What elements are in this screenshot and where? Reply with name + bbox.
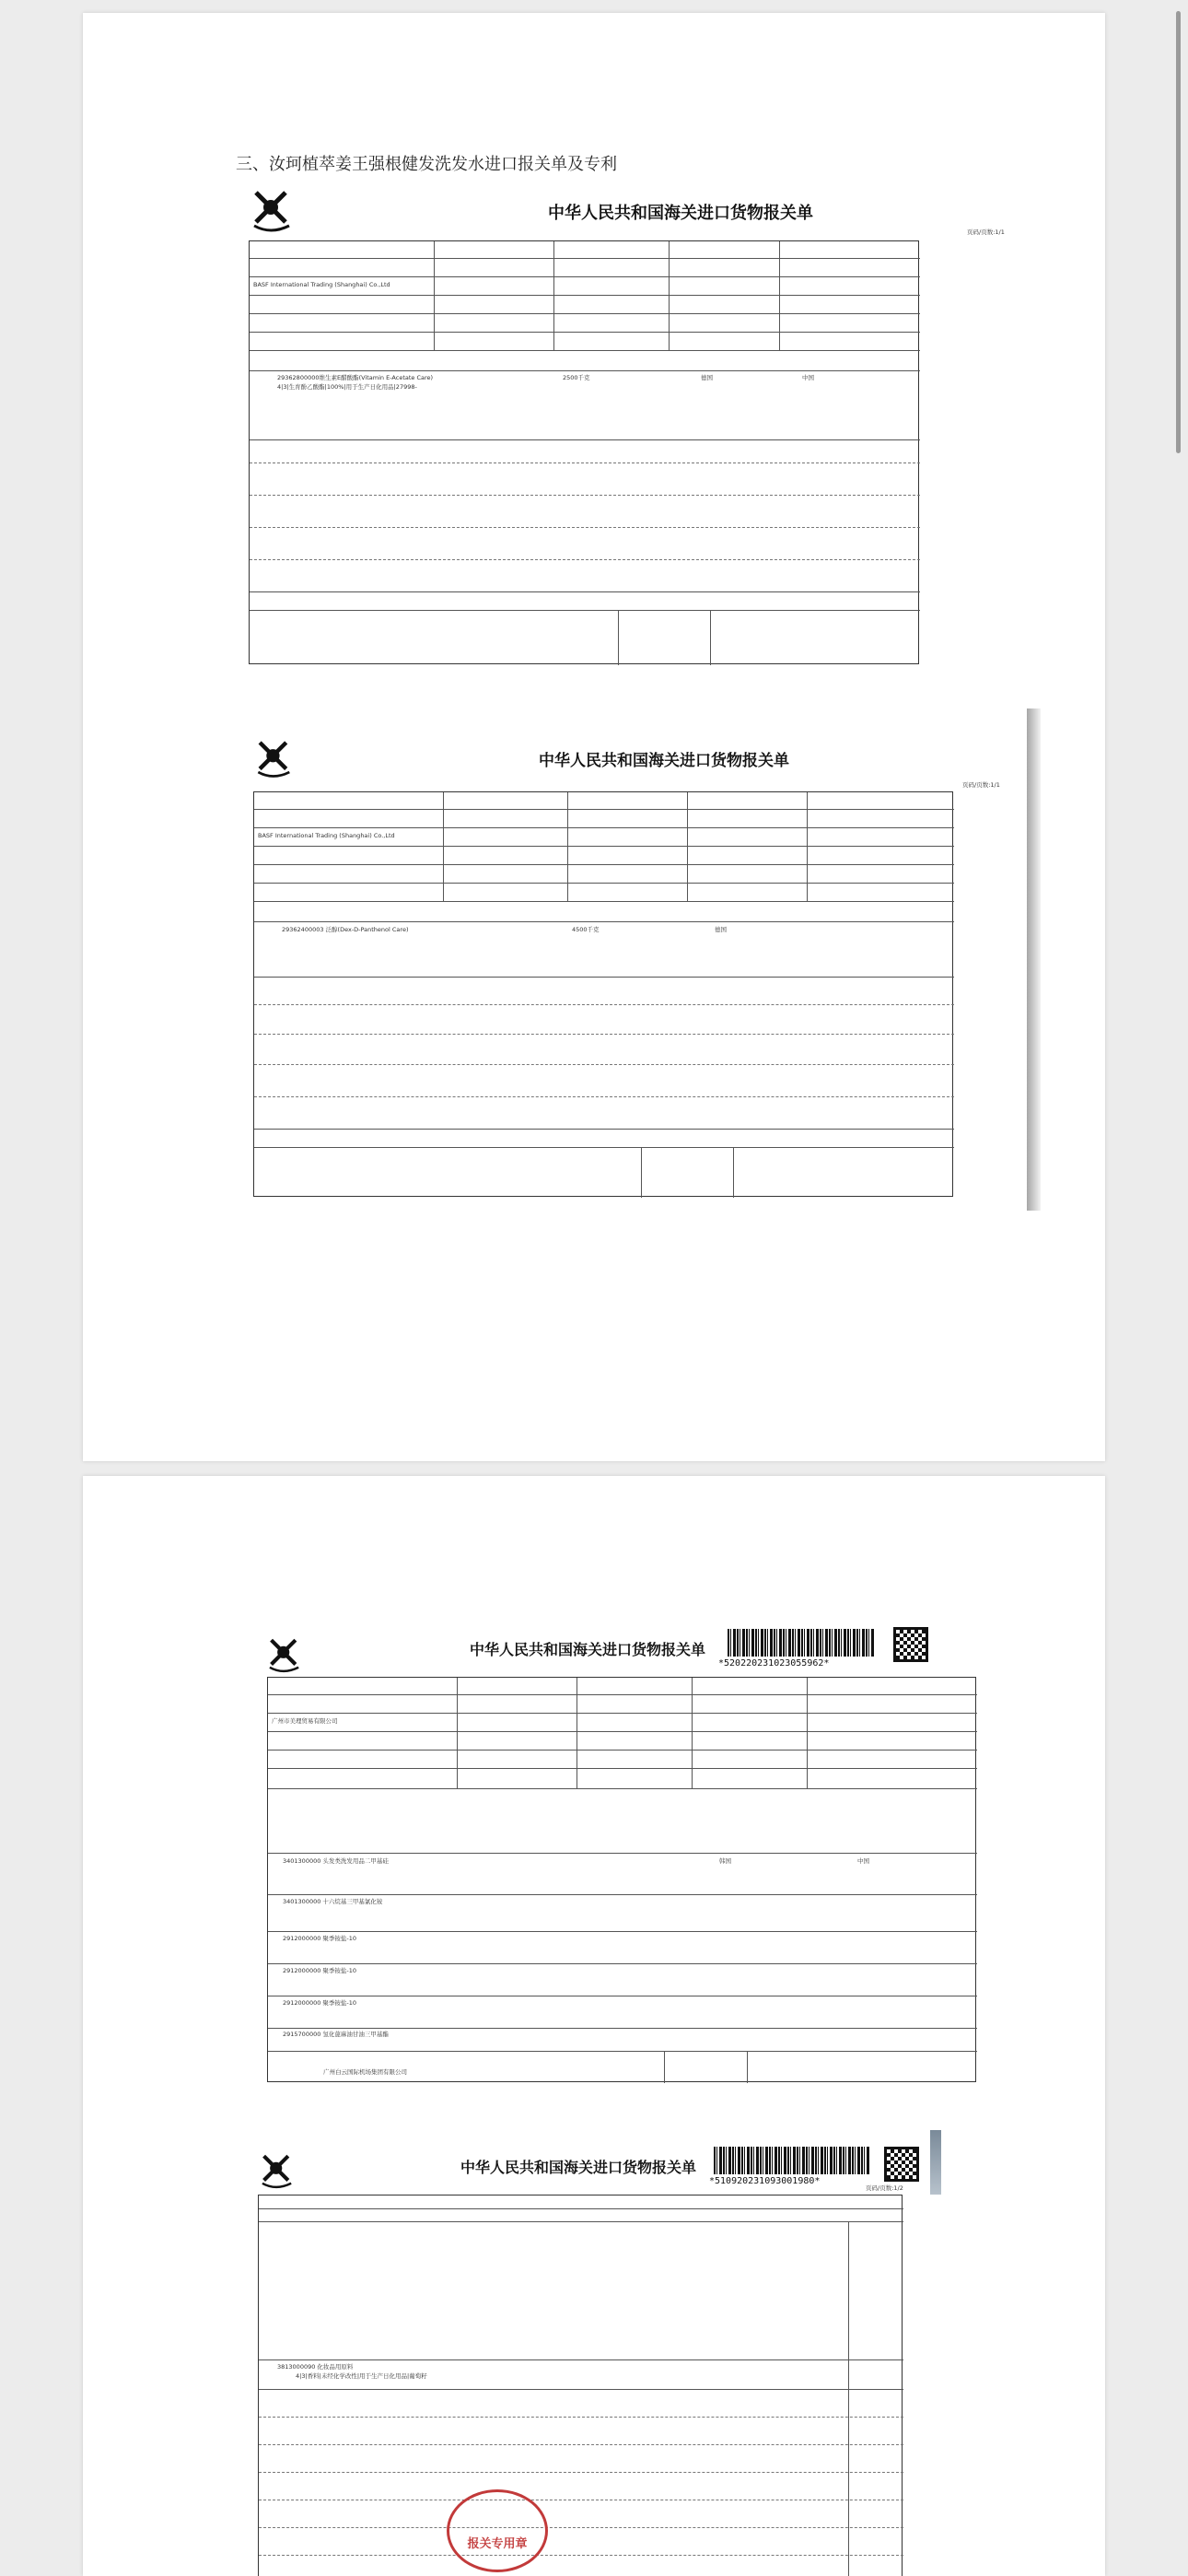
- side-label-strip: [930, 2130, 941, 2195]
- item-dest: 中国: [802, 374, 814, 381]
- document-page-1: [83, 13, 1105, 1461]
- qr-code: [884, 2147, 919, 2182]
- customs-emblem-icon: [253, 734, 299, 780]
- item-origin: 德国: [701, 374, 713, 381]
- item-qty: 2500千克: [563, 374, 590, 381]
- scrollbar[interactable]: [1176, 11, 1181, 453]
- customs-emblem-icon: [258, 2149, 300, 2191]
- form-title: 中华人民共和国海关进口货物报关单: [548, 204, 813, 223]
- page-count: 页码/页数:1/1: [967, 228, 1005, 236]
- item-origin: 德国: [715, 926, 727, 933]
- item-qty: 4500千克: [572, 926, 600, 933]
- barcode: [728, 1629, 875, 1657]
- item-spec: 4|3|香料|未经化学改性|用于生产日化用品|葡萄籽: [296, 2372, 427, 2380]
- goods-row-4: 2912000000 聚季铵盐-10: [283, 1967, 357, 1974]
- page-count: 页码/页数:1/2: [866, 2184, 903, 2192]
- form-table: [253, 791, 953, 1197]
- goods-row-6: 2915700000 氢化蓖麻油甘油三甲基酯: [283, 2031, 389, 2038]
- customs-emblem-icon: [265, 1633, 308, 1675]
- goods-dest: 中国: [857, 1857, 869, 1865]
- consignee-text: BASF International Trading (Shanghai) Co.,Ltd: [253, 281, 390, 288]
- barcode-number: *510920231093001980*: [709, 2176, 821, 2186]
- form-table: [258, 2195, 903, 2576]
- customs-form-3: [249, 1623, 1022, 2102]
- customs-form-1: [249, 183, 1022, 685]
- barcode-number: *520220231023055962*: [718, 1658, 830, 1669]
- goods-row-2: 3401300000 十六烷基三甲基氯化铵: [283, 1898, 383, 1905]
- seal-text: 报关专用章: [467, 2537, 528, 2551]
- consignee-text: BASF International Trading (Shanghai) Co.,Ltd: [258, 832, 395, 839]
- customs-emblem-icon: [249, 183, 300, 235]
- barcode: [714, 2147, 870, 2174]
- form-title: 中华人民共和国海关进口货物报关单: [460, 2159, 697, 2176]
- customs-form-2: [235, 708, 1041, 1211]
- importer-text: 广州市美理贸易有限公司: [272, 1717, 338, 1725]
- customs-seal: [447, 2489, 548, 2572]
- section-heading: 三、汝珂植萃姜王强根健发洗发水进口报关单及专利: [236, 155, 617, 174]
- item-spec: 4|3|生育酚乙酸酯|100%|用于生产日化用品|27998-: [277, 383, 417, 391]
- item-row: 29362400003 泛醇(Dex-D-Panthenol Care): [282, 926, 409, 933]
- qr-code: [893, 1627, 928, 1662]
- document-page-2: [83, 1476, 1105, 2576]
- form-title: 中华人民共和国海关进口货物报关单: [470, 1641, 706, 1658]
- page-count: 页码/页数:1/1: [962, 781, 1000, 789]
- form-title: 中华人民共和国海关进口货物报关单: [539, 752, 789, 770]
- goods-row-5: 2912000000 聚季铵盐-10: [283, 1999, 357, 2007]
- goods-origin: 韩国: [719, 1857, 731, 1865]
- item-row: 3813000090 化妆品用原料: [277, 2363, 354, 2371]
- scan-edge-shadow: [1027, 708, 1041, 1211]
- form-table: [267, 1677, 976, 2082]
- customs-form-4: [249, 2121, 1059, 2576]
- item-row: 29362800000维生素E醋酸酯(Vitamin E-Acetate Care): [277, 374, 434, 381]
- footer-company: 广州白云国际机场集团有限公司: [323, 2068, 407, 2076]
- goods-row-3: 2912000000 聚季铵盐-10: [283, 1935, 357, 1942]
- goods-row-1: 3401300000 头发类洗发用品二甲基硅: [283, 1857, 389, 1865]
- form-table: [249, 240, 919, 664]
